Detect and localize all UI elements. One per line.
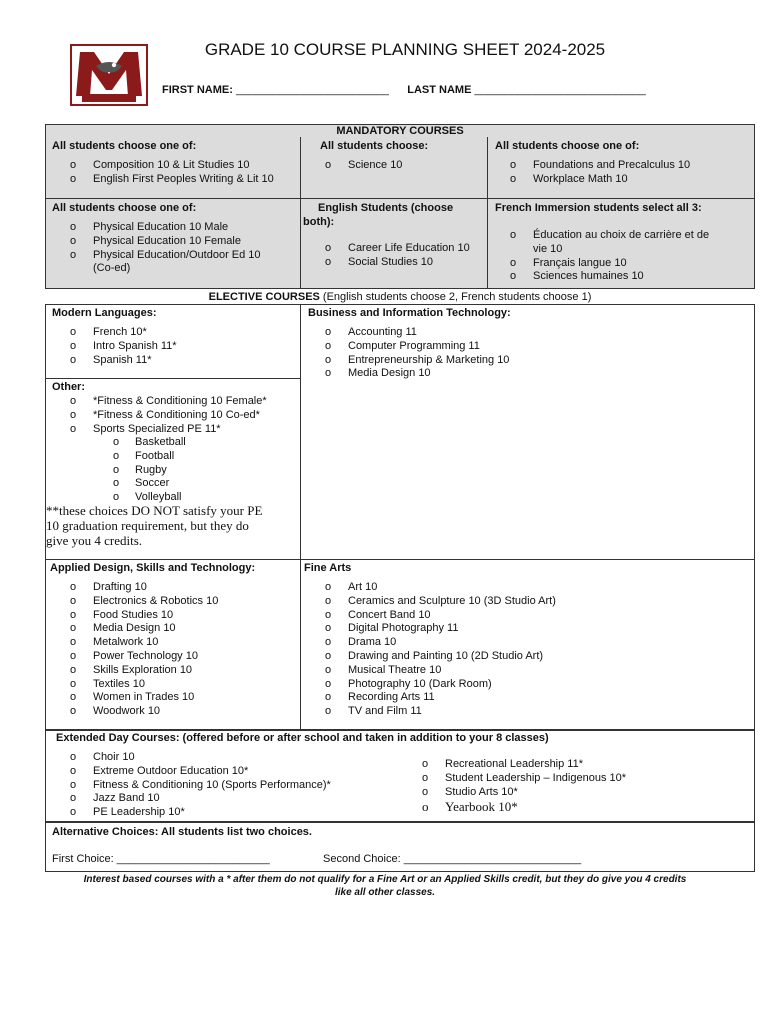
mandatory-science-heading: All students choose: [320, 140, 429, 152]
pe-note: **these choices DO NOT satisfy your PE 10 graduation requirement, but they do give you 4 credits. [46, 503, 263, 548]
mandatory-heading: MANDATORY COURSES [336, 125, 464, 137]
list-item: o Women in Trades 10 [48, 691, 218, 705]
list-item: o Food Studies 10 [48, 609, 218, 623]
list-item: o Musical Theatre 10 [303, 664, 556, 678]
list-item: o Media Design 10 [48, 622, 218, 636]
list-item: o Sports Specialized PE 11* [48, 423, 267, 437]
list-item: o Career Life Education 10 [303, 242, 470, 256]
divider [300, 304, 301, 730]
list-item: o Drama 10 [303, 636, 556, 650]
list-item: o Basketball [48, 436, 186, 450]
other-list [48, 395, 267, 436]
footnote: Interest based courses with a * after them do not qualify for a Fine Art or an Applied Skills credit, but they do give you 4 credits like all other classes. [83, 874, 687, 898]
mandatory-math-heading: All students choose one of: [495, 140, 640, 152]
list-item: o Rugby [48, 464, 186, 478]
list-item: o *Fitness & Conditioning 10 Female* [48, 395, 267, 409]
mandatory-math-list [488, 159, 690, 187]
list-item: o Textiles 10 [48, 678, 218, 692]
list-item: o Art 10 [303, 581, 556, 595]
list-item: o Éducation au choix de carrière et de [488, 229, 709, 243]
list-item: o Entrepreneurship & Marketing 10 [303, 354, 509, 368]
list-item: o Soccer [48, 477, 186, 491]
divider [45, 198, 755, 199]
extended-day-heading: Extended Day Courses: (offered before or after school and taken in addition to your 8 classes) [56, 732, 549, 744]
list-item: o Français langue 10 [488, 257, 709, 271]
mandatory-english-students-list [303, 242, 470, 270]
second-choice-label: Second Choice: [323, 853, 404, 865]
list-item: o Accounting 11 [303, 326, 509, 340]
business-heading: Business and Information Technology: [308, 307, 511, 319]
first-name-field[interactable]: _________________________ [235, 84, 389, 96]
school-logo [70, 44, 148, 106]
list-item: o Intro Spanish 11* [48, 340, 177, 354]
sports-sub-list [48, 436, 186, 505]
list-item: o Woodwork 10 [48, 705, 218, 719]
list-item: o Drafting 10 [48, 581, 218, 595]
list-item: o English First Peoples Writing & Lit 10 [48, 173, 274, 187]
divider [45, 559, 755, 560]
list-item: o Recreational Leadership 11* [400, 758, 626, 772]
list-item: o TV and Film 11 [303, 705, 556, 719]
list-item: o PE Leadership 10* [48, 806, 331, 820]
list-item: o Social Studies 10 [303, 256, 470, 270]
mandatory-french-heading: French Immersion students select all 3: [495, 202, 702, 214]
list-item: o Composition 10 & Lit Studies 10 [48, 159, 274, 173]
list-item-continued: (Co-ed) [93, 262, 131, 275]
list-item: o Physical Education 10 Female [48, 235, 261, 249]
fine-arts-list [303, 581, 556, 719]
mandatory-pe-list [48, 221, 261, 276]
list-item: o Computer Programming 11 [303, 340, 509, 354]
elective-heading: ELECTIVE COURSES (English students choose 2, French students choose 1) [208, 291, 592, 303]
list-item: o Sciences humaines 10 [488, 270, 709, 284]
list-item: o Volleyball [48, 491, 186, 505]
name-row [162, 84, 646, 96]
modern-languages-heading: Modern Languages: [52, 307, 157, 319]
list-item: o Football [48, 450, 186, 464]
extended-day-list-left [48, 751, 331, 820]
list-item: o Science 10 [303, 159, 402, 173]
list-item: o Studio Arts 10* [400, 786, 626, 800]
list-item: o Concert Band 10 [303, 609, 556, 623]
divider [300, 137, 301, 289]
mandatory-english-students-heading: English Students (choose [318, 202, 454, 214]
list-item: o Recording Arts 11 [303, 691, 556, 705]
list-item: o Digital Photography 11 [303, 622, 556, 636]
mandatory-science-list [303, 159, 402, 173]
list-item-continued: vie 10 [533, 242, 563, 255]
list-item: o Ceramics and Sculpture 10 (3D Studio Art) [303, 595, 556, 609]
last-name-label: LAST NAME [407, 84, 472, 96]
list-item: o Physical Education 10 Male [48, 221, 261, 235]
list-item: o Student Leadership – Indigenous 10* [400, 772, 626, 786]
other-heading: Other: [52, 381, 85, 393]
first-name-label: FIRST NAME: [162, 84, 233, 96]
fine-arts-heading: Fine Arts [304, 562, 352, 574]
list-item: o Media Design 10 [303, 367, 509, 381]
list-item: o Workplace Math 10 [488, 173, 690, 187]
list-item: o Physical Education/Outdoor Ed 10 [48, 249, 261, 263]
list-item: o Electronics & Robotics 10 [48, 595, 218, 609]
applied-list [48, 581, 218, 719]
applied-heading: Applied Design, Skills and Technology: [50, 562, 256, 574]
list-item: o French 10* [48, 326, 177, 340]
list-item: o Jazz Band 10 [48, 792, 331, 806]
extended-day-list-right [400, 758, 626, 814]
list-item: o Yearbook 10* [400, 799, 626, 814]
list-item: o Fitness & Conditioning 10 (Sports Performance)* [48, 779, 331, 793]
mandatory-french-list [488, 229, 709, 284]
list-item: o Choir 10 [48, 751, 331, 765]
second-choice-field[interactable]: _____________________________ [403, 853, 582, 865]
mandatory-english-heading: All students choose one of: [52, 140, 197, 152]
modern-languages-list [48, 326, 177, 367]
list-item: o Foundations and Precalculus 10 [488, 159, 690, 173]
list-item: o *Fitness & Conditioning 10 Co-ed* [48, 409, 267, 423]
alternative-heading: Alternative Choices: All students list two choices. [52, 826, 312, 838]
divider [45, 378, 301, 379]
business-list [303, 326, 509, 381]
last-name-field[interactable]: ____________________________ [474, 84, 646, 96]
first-choice-field[interactable]: _________________________ [116, 853, 270, 865]
list-item: o Extreme Outdoor Education 10* [48, 765, 331, 779]
list-item: o Photography 10 (Dark Room) [303, 678, 556, 692]
mandatory-pe-heading: All students choose one of: [52, 202, 197, 214]
list-item: o Spanish 11* [48, 354, 177, 368]
list-item: o Skills Exploration 10 [48, 664, 218, 678]
list-item: o Power Technology 10 [48, 650, 218, 664]
page-title: GRADE 10 COURSE PLANNING SHEET 2024-2025 [204, 40, 606, 59]
list-item: o Drawing and Painting 10 (2D Studio Art) [303, 650, 556, 664]
first-choice [52, 853, 270, 865]
list-item: o Metalwork 10 [48, 636, 218, 650]
mandatory-english-list [48, 159, 274, 187]
mandatory-english-students-heading-cont: both): [303, 216, 335, 228]
first-choice-label: First Choice: [52, 853, 117, 865]
second-choice [323, 853, 581, 865]
